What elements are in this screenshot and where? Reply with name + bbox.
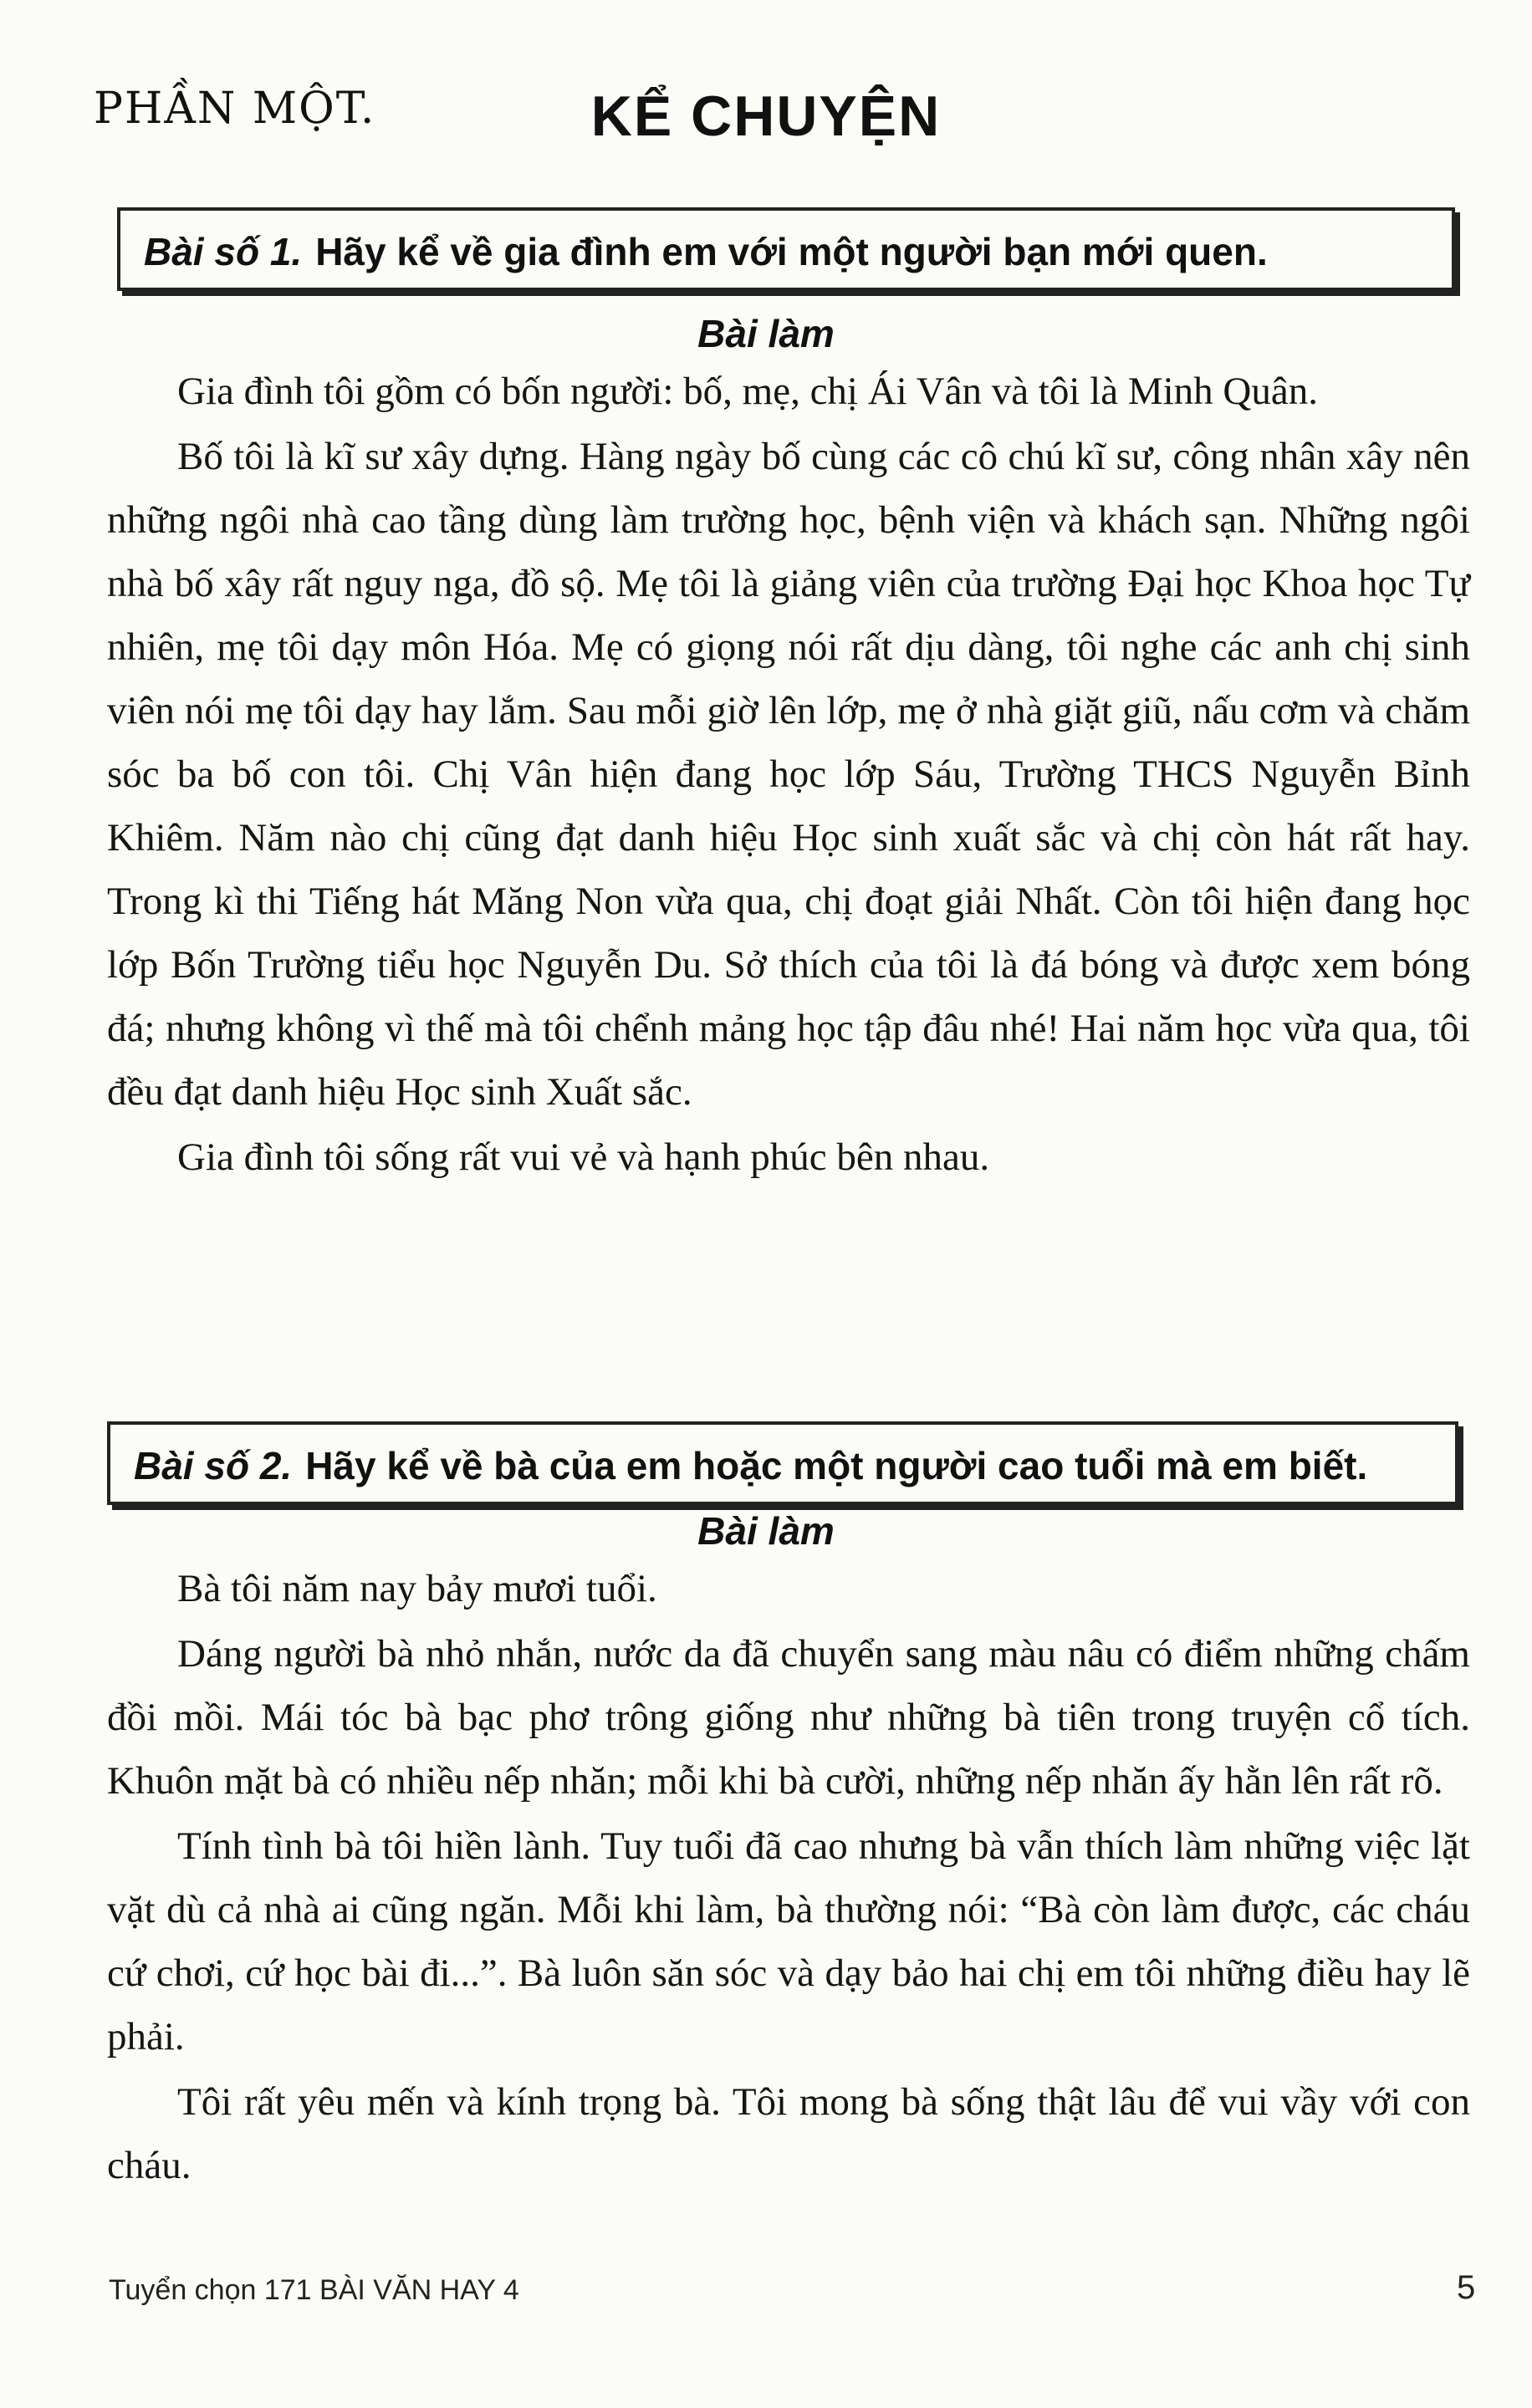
- page-number: 5: [1457, 2269, 1476, 2306]
- exercise-1-subheading: Bài làm: [697, 312, 835, 355]
- exercise-1-number: Bài số 1.: [144, 230, 303, 273]
- paragraph: Gia đình tôi sống rất vui vẻ và hạnh phúc bên nhau.: [177, 1135, 990, 1179]
- book-title-footer: Tuyển chọn 171 BÀI VĂN HAY 4: [109, 2274, 519, 2306]
- paragraph: Bố tôi là kĩ sư xây dựng. Hàng ngày bố cùng các cô chú kĩ sư, công nhân xây nên những ngôi nhà cao tầng dùng làm trường học, bệnh viện và khách sạn. Những ngôi nhà bố xây rất nguy nga, đồ sộ. Mẹ tôi là giảng viên của trường Đại học Khoa học Tự nhiên, mẹ tôi dạy môn Hóa. Mẹ có giọng nói rất dịu dàng, tôi nghe các anh chị sinh viên nói mẹ tôi dạy hay lắm. Sau mỗi giờ lên lớp, mẹ ở nhà giặt giũ, nấu cơm và chăm sóc ba bố con tôi. Chị Vân hiện đang học lớp Sáu, Trường THCS Nguyễn Bỉnh Khiêm. Năm nào chị cũng đạt danh hiệu Học sinh xuất sắc và chị còn hát rất hay. Trong kì thi Tiếng hát Măng Non vừa qua, chị đoạt giải Nhất. Còn tôi hiện đang học lớp Bốn Trường tiểu học Nguyễn Du. Sở thích của tôi là đá bóng và được xem bóng đá; nhưng không vì thế mà tôi chểnh mảng học tập đâu nhé! Hai năm học vừa qua, tôi đều đạt danh hiệu Học sinh Xuất sắc.: [107, 435, 1470, 1114]
- exercise-2-prompt: Hãy kể về bà của em hoặc một người cao tuổi mà em biết.: [305, 1444, 1368, 1487]
- exercise-1-prompt-box: [117, 207, 1455, 291]
- exercise-2-answer: [107, 1557, 1470, 2199]
- paragraph: Dáng người bà nhỏ nhắn, nước da đã chuyển sang màu nâu có điểm những chấm đồi mồi. Mái tóc bà bạc phơ trông giống như những bà tiên trong truyện cổ tích. Khuôn mặt bà có nhiều nếp nhăn; mỗi khi bà cười, những nếp nhăn ấy hằn lên rất rõ.: [107, 1632, 1470, 1803]
- exercise-1-prompt: Hãy kể về gia đình em với một người bạn mới quen.: [315, 230, 1268, 273]
- paragraph: Bà tôi năm nay bảy mươi tuổi.: [177, 1567, 657, 1610]
- exercise-1-answer: [107, 360, 1470, 1191]
- exercise-2-subheading: Bài làm: [697, 1509, 835, 1553]
- part-label: PHẦN MỘT.: [94, 84, 376, 134]
- exercise-2-prompt-box: [107, 1421, 1458, 1505]
- paragraph: Gia đình tôi gồm có bốn người: bố, mẹ, chị Ái Vân và tôi là Minh Quân.: [177, 370, 1318, 413]
- paragraph: Tính tình bà tôi hiền lành. Tuy tuổi đã cao nhưng bà vẫn thích làm những việc lặt vặt dù cả nhà ai cũng ngăn. Mỗi khi làm, bà thường nói: “Bà còn làm được, các cháu cứ chơi, cứ học bài đi...”. Bà luôn săn sóc và dạy bảo hai chị em tôi những điều hay lẽ phải.: [107, 1824, 1470, 2059]
- paragraph: Tôi rất yêu mến và kính trọng bà. Tôi mong bà sống thật lâu để vui vầy với con cháu.: [107, 2080, 1470, 2187]
- chapter-title: KỂ CHUYỆN: [590, 84, 942, 148]
- exercise-2-number: Bài số 2.: [134, 1444, 293, 1487]
